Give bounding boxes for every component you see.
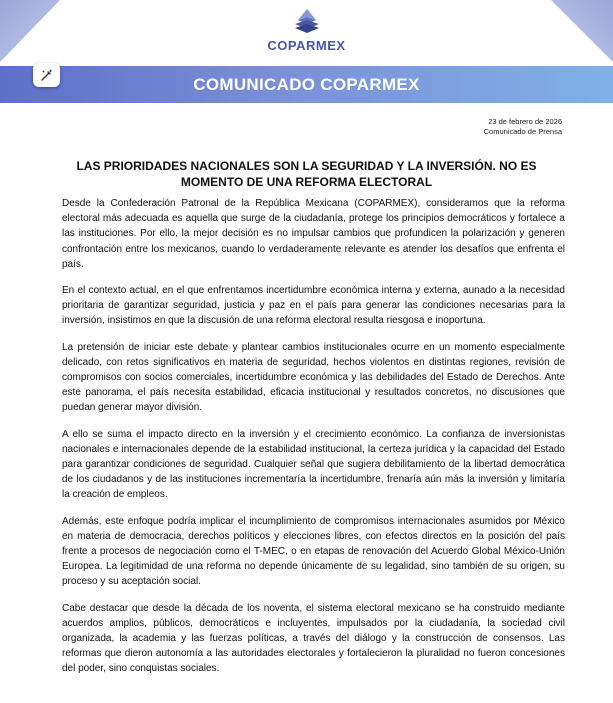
document-meta <box>484 117 562 137</box>
document-body <box>62 196 565 688</box>
edit-button[interactable] <box>33 63 60 87</box>
paragraph-5: Además, este enfoque podría implicar el incumplimiento de compromisos internacionales asumidos por México en materia de democracia, derechos políticos y elecciones libres, con efectos directos en la posición del país frente a procesos de negociación como el T-MEC, o en etapas de renovación del Acuerdo Global México-Unión Europea. La legitimidad de una reforma no depende únicamente de su legalidad, sino también de su origen, su proceso y su aceptación social. <box>62 515 565 588</box>
document-type: Comunicado de Prensa <box>483 127 562 136</box>
paragraph-4: A ello se suma el impacto directo en la inversión y el crecimiento económico. La confianza de inversionistas nacionales e internacionales depende de la estabilidad institucional, la certeza jurídica y la capacidad del Estado para garantizar condiciones de seguridad. Cualquier señal que sugiera debilitamiento de la libertad democrática de los ciudadanos y de las instituciones incrementaría la incertidumbre, frenaría aún más la inversión y limitaría la creación de empleos. <box>62 428 565 501</box>
banner-title: COMUNICADO COPARMEX <box>193 74 420 94</box>
paragraph-1: Desde la Confederación Patronal de la República Mexicana (COPARMEX), consideramos que la reforma electoral más adecuada es aquella que surge de la ciudadanía, protege los principios democráticos y fortalece a las instituciones. Por ello, la mejor decisión es no impulsar cambios que profundicen la polarización y generen confrontación entre los mexicanos, cuando lo verdaderamente relevante es atender los desafíos que enfrenta el país. <box>62 198 565 270</box>
paragraph-6: Cabe destacar que desde la década de los noventa, el sistema electoral mexicano se ha construido mediante acuerdos amplios, públicos, democráticos e incluyentes, impulsados por la ciudadanía, la sociedad civil organizada, la academia y las fuerzas políticas, a través del diálogo y la construcción de consensos. Las reformas que dieron autonomía a las autoridades electorales y fortalecieron la pluralidad no fueron concesiones del poder, sino conquistas sociales. <box>62 602 565 675</box>
coparmex-logo-icon <box>292 8 322 34</box>
logo-text: COPARMEX <box>267 38 346 53</box>
document-title: LAS PRIORIDADES NACIONALES SON LA SEGURIDAD Y LA INVERSIÓN. NO ES MOMENTO DE UNA REFORMA ELECTORAL <box>76 159 537 189</box>
paragraph-2: En el contexto actual, en el que enfrentamos incertidumbre económica interna y externa, aunado a la necesidad prioritaria de garantizar seguridad, justicia y paz en el país para generar las condiciones necesarias para la inversión, insistimos en que la discusión de una reforma electoral resulta riesgosa e inoportuna. <box>62 285 565 327</box>
paragraph-3: La pretensión de iniciar este debate y plantear cambios institucionales ocurre en un momento especialmente delicado, con retos significativos en materia de seguridad, hechos violentos en distintas regiones, revisión de compromisos con socios comerciales, incertidumbre económica y las debilidades del Estado de Derechos. Ante este panorama, el país necesita estabilidad, eficacia institucional y resultados concretos, no discusiones que puedan generar mayor división. <box>62 341 565 414</box>
document-date: 23 de febrero de 2026 <box>488 117 562 126</box>
magic-pen-icon <box>40 68 54 82</box>
banner <box>0 66 613 103</box>
